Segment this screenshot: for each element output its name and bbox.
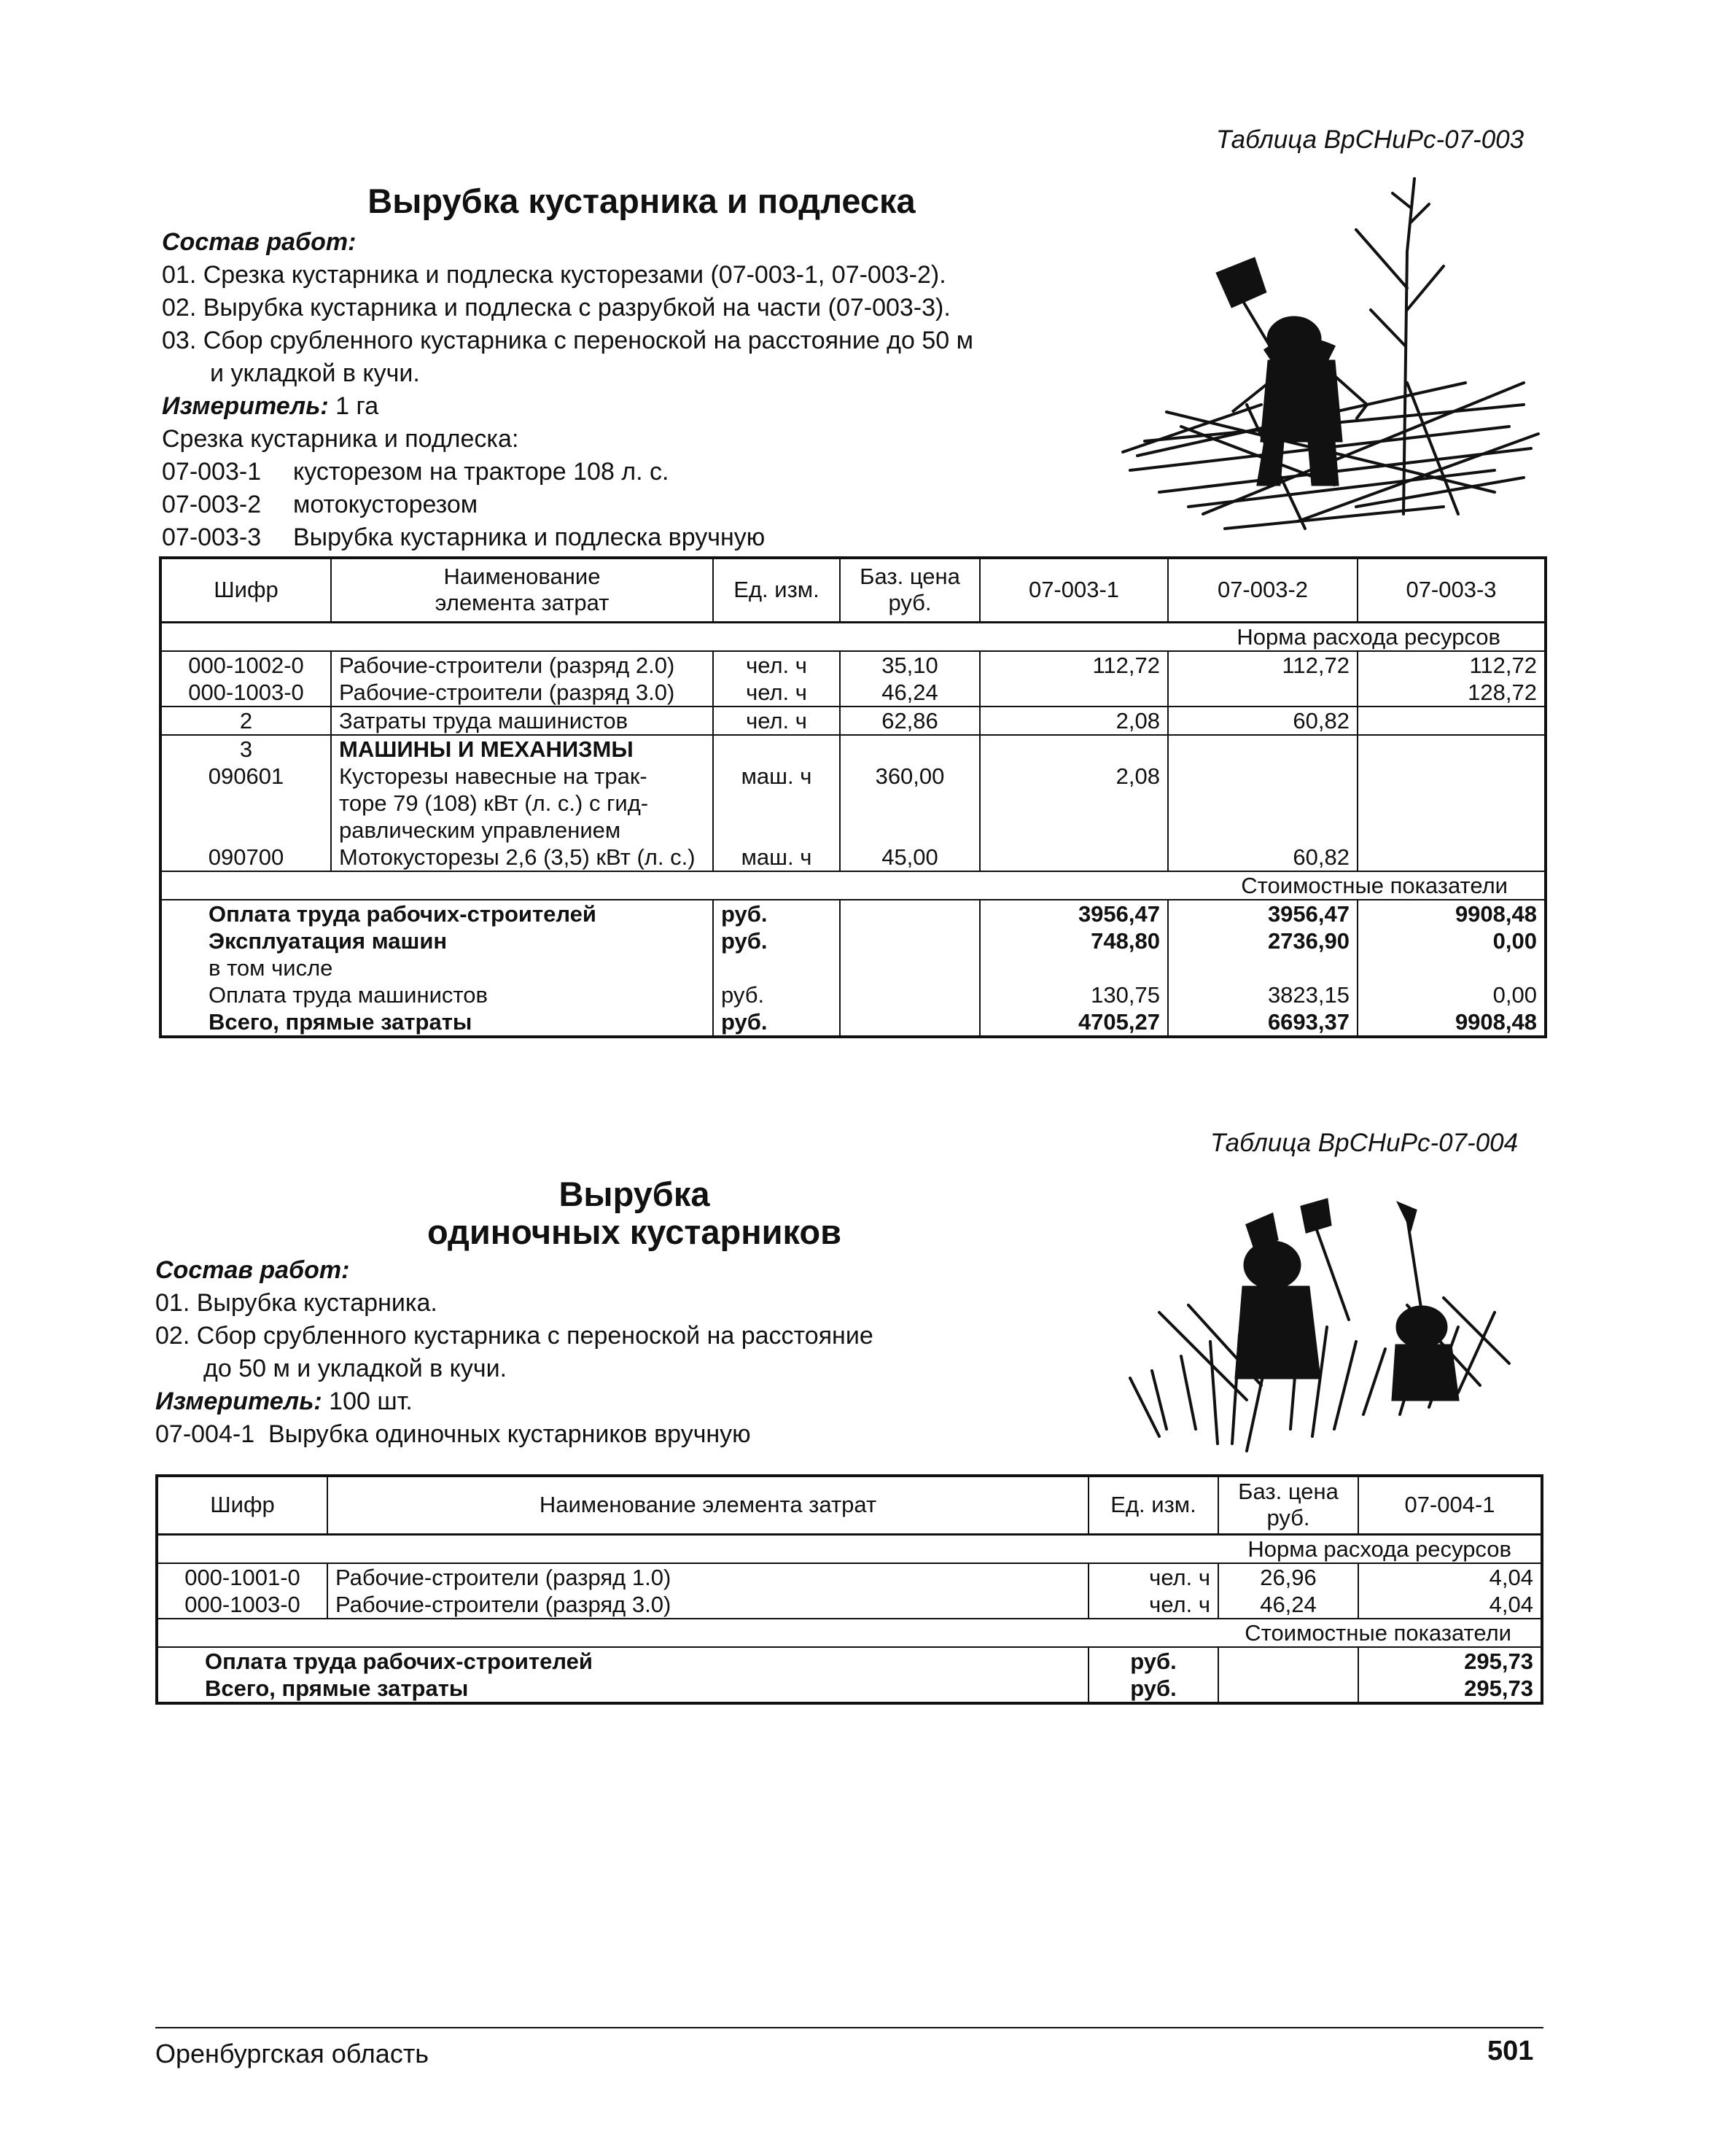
- composition-label: Состав работ:: [162, 228, 357, 256]
- header-code: Шифр: [157, 1476, 327, 1534]
- table-caption-2: Таблица ВрСНиРс-07-004: [1210, 1129, 1519, 1157]
- norm-section-row: [157, 1534, 1542, 1563]
- section-title-1: Вырубка кустарника и подлеска: [367, 182, 916, 220]
- table-row: 2 Затраты труда машинистов чел. ч 62,86 2,08 60,82: [160, 707, 1546, 735]
- meter-value: 100 шт.: [322, 1388, 413, 1415]
- variant-text: Вырубка кустарника и подлеска вручную: [293, 524, 766, 551]
- table-caption-1: Таблица ВрСНиРс-07-003: [1216, 125, 1525, 154]
- cost-label: Стоимостные показатели: [157, 1619, 1542, 1647]
- header-price: Баз. цена руб.: [1218, 1476, 1358, 1534]
- variant-item: [162, 489, 973, 521]
- resource-table-1: [159, 556, 1547, 1038]
- footer-divider: [155, 2027, 1543, 2028]
- cost-row: в том числе: [160, 954, 1546, 981]
- table-row: 000-1003-0 Рабочие-строители (разряд 3.0) чел. ч 46,24 4,04: [157, 1591, 1542, 1619]
- cost-row-total: Всего, прямые затраты руб. 295,73: [157, 1675, 1542, 1703]
- work-item: 01. Вырубка кустарника.: [155, 1289, 437, 1317]
- variant-code: 07-003-2: [162, 491, 262, 518]
- table-row: 000-1001-0 Рабочие-строители (разряд 1.0) чел. ч 26,96 4,04: [157, 1563, 1542, 1591]
- meter-value: 1 га: [328, 392, 379, 420]
- variant-text: кусторезом на тракторе 108 л. с.: [293, 458, 669, 486]
- variant-item: [162, 456, 973, 489]
- work-item: 01. Срезка кустарника и подлеска кусторезами (07-003-1, 07-003-2).: [162, 261, 946, 289]
- footer-region: Оренбургская область: [155, 2039, 429, 2069]
- work-item: и укладкой в кучи.: [210, 359, 420, 387]
- work-item: 03. Сбор срубленного кустарника с переноской на расстояние до 50 м: [162, 327, 974, 354]
- meter: [162, 390, 973, 423]
- work-description-1: [162, 226, 973, 554]
- table-row-machines: 3 МАШИНЫ И МЕХАНИЗМЫ: [160, 735, 1546, 763]
- norm-label: Норма расхода ресурсов: [157, 1534, 1542, 1563]
- cost-label: Стоимостные показатели: [160, 871, 1546, 900]
- cost-section-row: [160, 871, 1546, 900]
- cost-row: Эксплуатация машин руб. 748,80 2736,90 0,00: [160, 927, 1546, 954]
- brush-cutting-illustration: [1115, 164, 1546, 550]
- header-name: Наименование элемента затрат: [327, 1476, 1089, 1534]
- header-price: Баз. цена руб.: [840, 558, 980, 622]
- header-col-2: 07-003-2: [1168, 558, 1358, 622]
- work-item: 02. Сбор срубленного кустарника с переноской на расстояние: [155, 1322, 873, 1350]
- table-header: [160, 558, 1546, 622]
- cost-row-total: Всего, прямые затраты руб. 4705,27 6693,37 9908,48: [160, 1008, 1546, 1037]
- cost-row: Оплата труда рабочих-строителей руб. 3956,47 3956,47 9908,48: [160, 900, 1546, 927]
- header-name: Наименование элемента затрат: [331, 558, 713, 622]
- cost-row: Оплата труда машинистов руб. 130,75 3823,15 0,00: [160, 981, 1546, 1008]
- header-col-1: 07-003-1: [980, 558, 1168, 622]
- norm-section-row: [160, 622, 1546, 651]
- cost-row: Оплата труда рабочих-строителей руб. 295,73: [157, 1647, 1542, 1675]
- header-unit: Ед. изм.: [1089, 1476, 1218, 1534]
- composition-label: Состав работ:: [155, 1256, 350, 1284]
- header-unit: Ед. изм.: [713, 558, 840, 622]
- table-row: 090700 Мотокусторезы 2,6 (3,5) кВт (л. с.) маш. ч 45,00 60,82: [160, 844, 1546, 871]
- header-col-3: 07-003-3: [1358, 558, 1546, 622]
- work-item: 02. Вырубка кустарника и подлеска с разрубкой на части (07-003-3).: [162, 294, 951, 322]
- meter-label: Измеритель:: [162, 392, 329, 420]
- work-item: до 50 м и укладкой в кучи.: [203, 1355, 507, 1382]
- variant-code: 07-003-1: [162, 458, 262, 486]
- work-description-2: [155, 1254, 873, 1451]
- resource-table-2: [155, 1474, 1543, 1705]
- variant-code: 07-003-3: [162, 524, 262, 551]
- variant-text: мотокусторезом: [293, 491, 478, 518]
- variant-item: 07-004-1 Вырубка одиночных кустарников вручную: [155, 1420, 751, 1448]
- table-row: 000-1003-0 Рабочие-строители (разряд 3.0) чел. ч 46,24 128,72: [160, 679, 1546, 707]
- meter: [155, 1385, 873, 1418]
- single-bush-cutting-illustration: [1115, 1196, 1524, 1458]
- header-code: Шифр: [160, 558, 331, 622]
- table-row: 000-1002-0 Рабочие-строители (разряд 2.0) чел. ч 35,10 112,72 112,72 112,72: [160, 651, 1546, 679]
- cost-section-row: [157, 1619, 1542, 1647]
- table-row: 090601 Кусторезы навесные на трак- торе 79 (108) кВт (л. с.) с гид- равлическим управлением маш. ч 360,00 2,08: [160, 763, 1546, 844]
- norm-label: Норма расхода ресурсов: [160, 622, 1546, 651]
- table-header: [157, 1476, 1542, 1534]
- section-title-2: Вырубка одиночных кустарников: [427, 1175, 842, 1251]
- variant-item: [162, 521, 973, 554]
- machine-name: Кусторезы навесные на трак- торе 79 (108) кВт (л. с.) с гид- равлическим управлением: [331, 763, 713, 844]
- header-col-1: 07-004-1: [1358, 1476, 1542, 1534]
- intro-text: Срезка кустарника и подлеска:: [162, 425, 519, 453]
- meter-label: Измеритель:: [155, 1388, 322, 1415]
- page-number: 501: [1487, 2036, 1534, 2066]
